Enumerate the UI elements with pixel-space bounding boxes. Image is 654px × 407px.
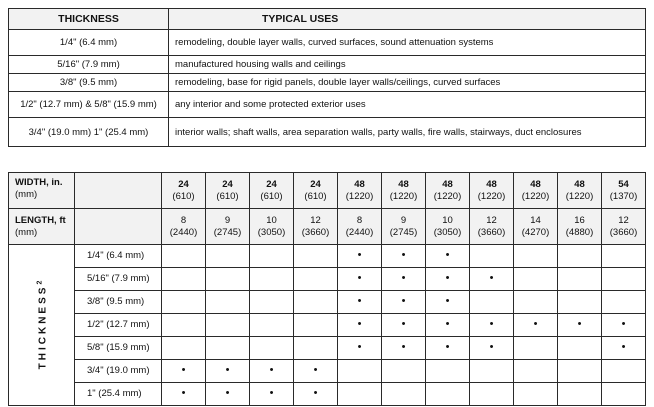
availability-cell [514, 245, 558, 268]
width-cell [514, 173, 558, 209]
availability-dot: • [445, 295, 450, 307]
availability-cell [558, 291, 602, 314]
availability-dot: • [401, 249, 406, 261]
typical-uses-table [8, 8, 646, 147]
availability-dot: • [401, 318, 406, 330]
length-metric-value: (3050) [257, 226, 286, 238]
uses-row-description: interior walls; shaft walls, area separation walls, party walls, fire walls, stairways, duct enclosures [169, 118, 646, 147]
availability-cell [602, 337, 646, 360]
availability-dot: • [225, 364, 230, 376]
availability-cell [426, 383, 470, 406]
width-cell [382, 173, 426, 209]
availability-cell [162, 383, 206, 406]
availability-cell [426, 291, 470, 314]
availability-cell [426, 268, 470, 291]
length-cell [514, 209, 558, 245]
thickness-row-label: 5/8" (15.9 mm) [75, 337, 162, 360]
uses-row [9, 118, 646, 147]
length-value: 9 [224, 214, 231, 226]
availability-cell [426, 245, 470, 268]
width-metric-value: (610) [260, 190, 283, 202]
availability-cell [426, 314, 470, 337]
width-header-spacer [75, 173, 162, 209]
width-value: 48 [398, 178, 409, 190]
availability-cell [470, 245, 514, 268]
width-row [9, 173, 646, 209]
availability-dot: • [401, 341, 406, 353]
availability-cell [294, 268, 338, 291]
length-value: 12 [486, 214, 497, 226]
availability-cell [602, 245, 646, 268]
availability-cell [250, 268, 294, 291]
availability-cell [382, 268, 426, 291]
availability-cell [558, 268, 602, 291]
availability-cell [558, 383, 602, 406]
availability-cell [294, 291, 338, 314]
width-cell [558, 173, 602, 209]
length-value: 8 [180, 214, 187, 226]
availability-cell [602, 268, 646, 291]
thickness-axis-footnote: 2 [35, 280, 43, 285]
width-cell [426, 173, 470, 209]
availability-cell [470, 383, 514, 406]
length-cell [602, 209, 646, 245]
availability-dot: • [577, 318, 582, 330]
availability-cell [162, 314, 206, 337]
uses-row [9, 92, 646, 118]
uses-row-thickness: 1/4" (6.4 mm) [9, 30, 169, 56]
availability-cell [162, 337, 206, 360]
width-value: 24 [310, 178, 321, 190]
length-label: LENGTH, ft [15, 214, 66, 226]
thickness-row [9, 337, 646, 360]
availability-dot: • [357, 272, 362, 284]
availability-cell [382, 337, 426, 360]
availability-dot: • [445, 341, 450, 353]
availability-cell [250, 245, 294, 268]
length-cell [338, 209, 382, 245]
availability-cell [294, 360, 338, 383]
thickness-axis-label-cell [9, 245, 75, 406]
availability-cell [382, 383, 426, 406]
width-value: 48 [486, 178, 497, 190]
availability-dot: • [621, 318, 626, 330]
width-cell [338, 173, 382, 209]
thickness-row-label: 3/8" (9.5 mm) [75, 291, 162, 314]
width-unit: (mm) [15, 189, 38, 200]
width-cell [206, 173, 250, 209]
width-metric-value: (610) [304, 190, 327, 202]
width-value: 24 [222, 178, 233, 190]
availability-cell [338, 268, 382, 291]
availability-dot: • [401, 295, 406, 307]
width-value: 54 [618, 178, 629, 190]
width-cell [602, 173, 646, 209]
availability-cell [338, 360, 382, 383]
thickness-row [9, 245, 646, 268]
availability-dot: • [357, 318, 362, 330]
length-value: 14 [530, 214, 541, 226]
width-cell [250, 173, 294, 209]
availability-cell [294, 383, 338, 406]
uses-row-description: manufactured housing walls and ceilings [169, 56, 646, 74]
length-cell [206, 209, 250, 245]
availability-cell [382, 291, 426, 314]
uses-row [9, 56, 646, 74]
availability-cell [162, 245, 206, 268]
availability-cell [470, 291, 514, 314]
availability-dot: • [181, 364, 186, 376]
availability-cell [206, 360, 250, 383]
availability-cell [294, 337, 338, 360]
availability-cell [250, 360, 294, 383]
availability-cell [558, 314, 602, 337]
availability-cell [514, 337, 558, 360]
thickness-row-label: 5/16" (7.9 mm) [75, 268, 162, 291]
uses-row [9, 30, 646, 56]
width-metric-value: (1220) [477, 190, 506, 202]
width-label: WIDTH, in. [15, 177, 63, 188]
thickness-row [9, 360, 646, 383]
width-metric-value: (1220) [565, 190, 594, 202]
availability-cell [250, 314, 294, 337]
availability-cell [426, 337, 470, 360]
availability-dot: • [401, 272, 406, 284]
width-metric-value: (1220) [345, 190, 374, 202]
availability-cell [338, 291, 382, 314]
availability-cell [602, 314, 646, 337]
availability-cell [558, 337, 602, 360]
length-value: 12 [618, 214, 629, 226]
availability-dot: • [489, 272, 494, 284]
width-value: 48 [354, 178, 365, 190]
availability-dot: • [445, 272, 450, 284]
width-header [9, 173, 75, 209]
width-metric-value: (1220) [389, 190, 418, 202]
availability-cell [382, 245, 426, 268]
availability-dot: • [357, 341, 362, 353]
availability-cell [470, 314, 514, 337]
length-cell [426, 209, 470, 245]
availability-cell [514, 383, 558, 406]
length-value: 10 [442, 214, 453, 226]
thickness-row-label: 1/2" (12.7 mm) [75, 314, 162, 337]
availability-cell [162, 291, 206, 314]
length-value: 9 [400, 214, 407, 226]
availability-dot: • [313, 364, 318, 376]
length-metric-value: (2440) [345, 226, 374, 238]
size-availability-grid [8, 172, 646, 406]
length-metric-value: (2745) [389, 226, 418, 238]
thickness-axis-label [34, 281, 49, 370]
availability-cell [250, 291, 294, 314]
length-unit: (mm) [15, 226, 38, 238]
availability-cell [338, 337, 382, 360]
uses-row-description: any interior and some protected exterior uses [169, 92, 646, 118]
availability-cell [294, 245, 338, 268]
availability-cell [338, 383, 382, 406]
length-cell [382, 209, 426, 245]
availability-dot: • [445, 249, 450, 261]
width-metric-value: (1370) [609, 190, 638, 202]
availability-dot: • [445, 318, 450, 330]
length-metric-value: (3660) [609, 226, 638, 238]
availability-dot: • [357, 249, 362, 261]
availability-cell [250, 337, 294, 360]
availability-cell [294, 314, 338, 337]
length-value: 12 [310, 214, 321, 226]
availability-cell [602, 383, 646, 406]
uses-row-thickness: 5/16" (7.9 mm) [9, 56, 169, 74]
availability-cell [426, 360, 470, 383]
availability-dot: • [357, 295, 362, 307]
length-header [9, 209, 75, 245]
thickness-row [9, 268, 646, 291]
width-metric-value: (1220) [433, 190, 462, 202]
availability-dot: • [181, 387, 186, 399]
thickness-row [9, 314, 646, 337]
typical-uses-column-header: TYPICAL USES [169, 9, 646, 30]
availability-cell [470, 337, 514, 360]
uses-row-thickness: 3/4" (19.0 mm) 1" (25.4 mm) [9, 118, 169, 147]
availability-cell [470, 268, 514, 291]
availability-cell [338, 245, 382, 268]
availability-cell [206, 245, 250, 268]
width-value: 48 [574, 178, 585, 190]
thickness-row-label: 1/4" (6.4 mm) [75, 245, 162, 268]
availability-cell [206, 291, 250, 314]
availability-cell [602, 360, 646, 383]
width-cell [294, 173, 338, 209]
thickness-row [9, 291, 646, 314]
availability-cell [514, 268, 558, 291]
width-metric-value: (610) [172, 190, 195, 202]
availability-cell [162, 360, 206, 383]
length-header-spacer [75, 209, 162, 245]
length-cell [250, 209, 294, 245]
width-value: 24 [266, 178, 277, 190]
availability-dot: • [533, 318, 538, 330]
thickness-column-header: THICKNESS [9, 9, 169, 30]
thickness-row-label: 1" (25.4 mm) [75, 383, 162, 406]
width-metric-value: (1220) [521, 190, 550, 202]
width-value: 48 [442, 178, 453, 190]
length-cell [470, 209, 514, 245]
length-row [9, 209, 646, 245]
availability-dot: • [269, 387, 274, 399]
availability-cell [206, 383, 250, 406]
length-value: 10 [266, 214, 277, 226]
uses-row-thickness: 3/8" (9.5 mm) [9, 74, 169, 92]
thickness-row [9, 383, 646, 406]
length-metric-value: (3050) [433, 226, 462, 238]
length-value: 8 [356, 214, 363, 226]
availability-cell [514, 291, 558, 314]
width-value: 48 [530, 178, 541, 190]
length-metric-value: (2440) [169, 226, 198, 238]
availability-cell [514, 360, 558, 383]
availability-cell [250, 383, 294, 406]
availability-cell [382, 314, 426, 337]
availability-cell [206, 337, 250, 360]
length-metric-value: (3660) [301, 226, 330, 238]
availability-cell [382, 360, 426, 383]
length-value: 16 [574, 214, 585, 226]
length-metric-value: (4880) [565, 226, 594, 238]
uses-row-description: remodeling, double layer walls, curved surfaces, sound attenuation systems [169, 30, 646, 56]
width-value: 24 [178, 178, 189, 190]
availability-dot: • [313, 387, 318, 399]
availability-cell [470, 360, 514, 383]
length-metric-value: (2745) [213, 226, 242, 238]
length-metric-value: (3660) [477, 226, 506, 238]
availability-cell [558, 360, 602, 383]
availability-dot: • [225, 387, 230, 399]
availability-dot: • [489, 341, 494, 353]
thickness-axis-text: THICKNESS [37, 284, 49, 370]
uses-row-thickness: 1/2" (12.7 mm) & 5/8" (15.9 mm) [9, 92, 169, 118]
availability-cell [602, 291, 646, 314]
uses-row-description: remodeling, base for rigid panels, double layer walls/ceilings, curved surfaces [169, 74, 646, 92]
length-cell [294, 209, 338, 245]
availability-cell [206, 314, 250, 337]
width-metric-value: (610) [216, 190, 239, 202]
length-metric-value: (4270) [521, 226, 550, 238]
thickness-row-label: 3/4" (19.0 mm) [75, 360, 162, 383]
length-cell [558, 209, 602, 245]
availability-cell [338, 314, 382, 337]
availability-dot: • [489, 318, 494, 330]
length-cell [162, 209, 206, 245]
uses-row [9, 74, 646, 92]
availability-cell [514, 314, 558, 337]
availability-cell [162, 268, 206, 291]
availability-dot: • [621, 341, 626, 353]
width-cell [470, 173, 514, 209]
availability-cell [206, 268, 250, 291]
availability-cell [558, 245, 602, 268]
availability-dot: • [269, 364, 274, 376]
width-cell [162, 173, 206, 209]
